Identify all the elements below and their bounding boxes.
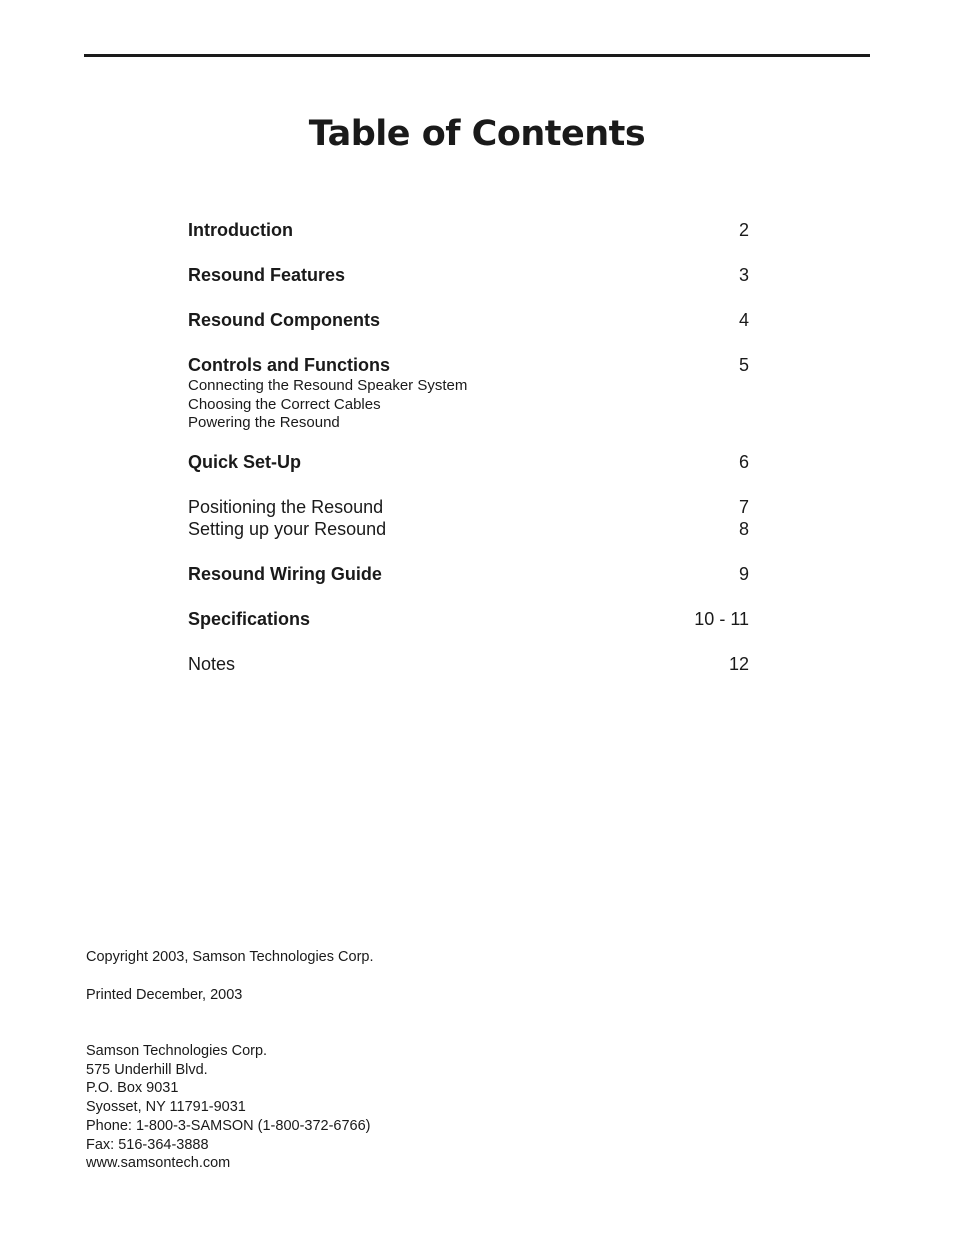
toc-entry-quick-setup[interactable] <box>188 452 749 476</box>
toc-entry-specifications[interactable] <box>188 609 749 633</box>
toc-page-number: 5 <box>738 355 749 375</box>
toc-label: Specifications <box>188 609 311 629</box>
toc-entry-positioning[interactable] <box>188 497 749 521</box>
toc-page-number: 3 <box>738 265 749 285</box>
toc-page-number: 12 <box>728 654 749 674</box>
toc-subentry-connecting[interactable]: Connecting the Resound Speaker System <box>188 377 468 394</box>
toc-label: Notes <box>188 654 236 674</box>
toc-entry-wiring-guide[interactable] <box>188 564 749 588</box>
page-title: Table of Contents <box>308 114 646 154</box>
toc-label: Introduction <box>188 220 293 240</box>
toc-page-number: 6 <box>738 452 749 472</box>
address-fax: Fax: 516-364-3888 <box>86 1136 209 1153</box>
top-rule <box>84 54 870 57</box>
toc-label: Positioning the Resound <box>188 497 384 517</box>
toc-entry-notes[interactable] <box>188 654 749 678</box>
address-city: Syosset, NY 11791-9031 <box>86 1099 246 1116</box>
toc-page-number: 7 <box>738 497 749 517</box>
address-phone: Phone: 1-800-3-SAMSON (1-800-372-6766) <box>86 1117 371 1134</box>
toc-page-number: 2 <box>738 220 749 240</box>
toc-label: Quick Set-Up <box>188 452 302 472</box>
toc-label: Resound Features <box>188 265 346 285</box>
toc-entry-controls-and-functions[interactable] <box>188 355 749 379</box>
toc-entry-resound-components[interactable] <box>188 310 749 334</box>
address-street: 575 Underhill Blvd. <box>86 1061 208 1078</box>
toc-entry-setting-up[interactable] <box>188 519 749 543</box>
toc-page-number: 10 - 11 <box>694 609 749 629</box>
copyright-notice: Copyright 2003, Samson Technologies Corp. <box>86 949 374 965</box>
address-po-box: P.O. Box 9031 <box>86 1080 179 1097</box>
company-address <box>86 1042 371 1173</box>
toc-page-number: 4 <box>738 310 749 330</box>
address-website-link[interactable]: www.samsontech.com <box>86 1155 231 1172</box>
toc-subentry-cables[interactable]: Choosing the Correct Cables <box>188 396 381 413</box>
toc-subentry-powering[interactable]: Powering the Resound <box>188 414 340 431</box>
toc-label: Resound Wiring Guide <box>188 564 382 584</box>
toc-page-number: 8 <box>738 519 749 539</box>
address-company: Samson Technologies Corp. <box>86 1043 268 1059</box>
print-date: Printed December, 2003 <box>86 987 243 1003</box>
toc-label: Setting up your Resound <box>188 519 387 539</box>
toc-page-number: 9 <box>738 564 749 584</box>
toc-entry-resound-features[interactable] <box>188 265 749 289</box>
toc-entry-introduction[interactable] <box>188 220 749 244</box>
toc-label: Controls and Functions <box>188 355 390 375</box>
toc-label: Resound Components <box>188 310 380 330</box>
